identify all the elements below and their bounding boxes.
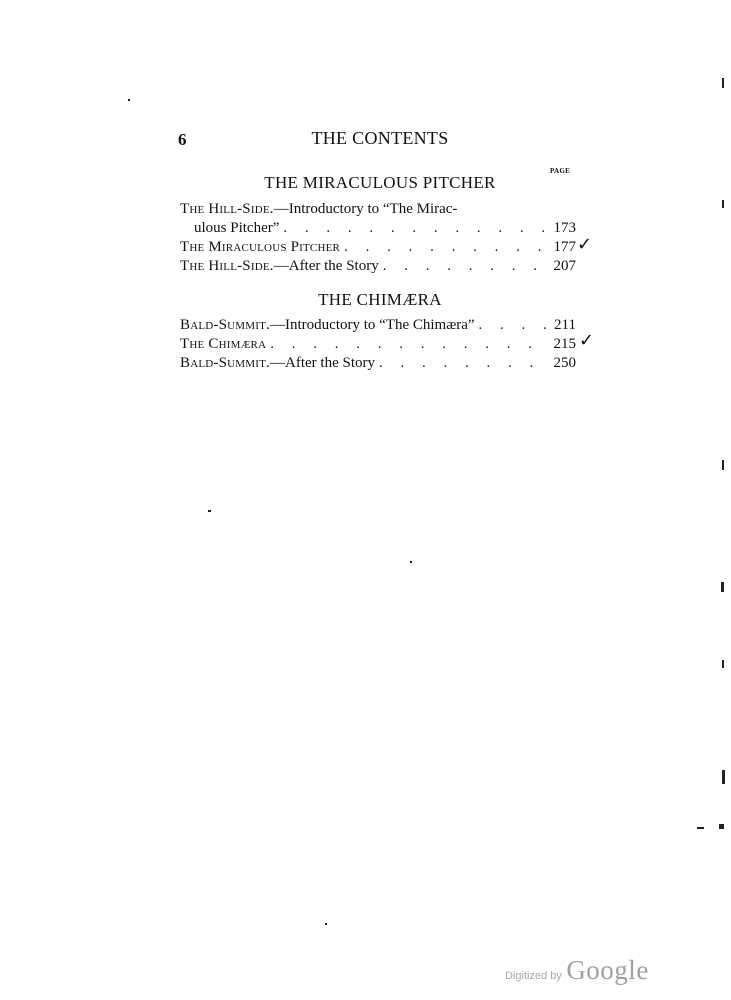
leader-dots <box>340 238 546 257</box>
toc-entry-smallcaps: The Hill-Side. <box>180 258 274 274</box>
section-title-chimaera: THE CHIMÆRA <box>318 290 442 309</box>
leader-dots <box>279 219 546 238</box>
leader-dots <box>375 354 546 373</box>
scan-speck <box>697 827 704 829</box>
scan-speck <box>722 770 725 784</box>
digitized-by-credit <box>505 955 649 986</box>
google-logo: Google <box>566 955 649 985</box>
toc-entry-page: 177 <box>553 239 576 255</box>
section-title-miraculous-pitcher: THE MIRACULOUS PITCHER <box>264 173 496 192</box>
toc-entry-smallcaps: The Hill-Side. <box>180 201 274 217</box>
scan-speck <box>722 460 724 470</box>
scan-speck <box>721 582 724 592</box>
toc-entry-page: 215 <box>553 336 576 352</box>
page-number: 6 <box>178 130 187 149</box>
toc-entry <box>180 316 576 335</box>
toc-entry-page: 173 <box>553 220 576 236</box>
scan-speck <box>325 923 327 925</box>
toc-entry-smallcaps: Bald-Summit. <box>180 355 270 371</box>
toc-entry <box>180 238 576 257</box>
toc-entry-page: 207 <box>553 258 576 274</box>
toc-entry <box>180 257 576 276</box>
check-mark-icon: ✓ <box>577 234 593 255</box>
toc-entry <box>180 354 576 373</box>
toc-entry <box>180 200 576 238</box>
scan-speck <box>722 660 724 668</box>
toc-entry-text: —After the Story <box>273 258 379 274</box>
toc-entry-smallcaps: The Miraculous Pitcher <box>180 239 341 255</box>
leader-dots <box>379 257 546 276</box>
page-column-label: PAGE <box>550 167 571 175</box>
toc-entry-text: —After the Story <box>270 355 375 371</box>
toc-entry-text: —Introductory to “The Chimæra” <box>270 317 475 333</box>
scan-speck <box>410 561 412 563</box>
toc-entry-page: 211 <box>554 317 576 333</box>
toc-entry-page: 250 <box>553 355 576 371</box>
leader-dots <box>266 335 546 354</box>
check-mark-icon: ✓ <box>579 330 595 351</box>
running-head: THE CONTENTS <box>311 128 449 148</box>
scan-speck <box>719 824 724 829</box>
scan-speck <box>722 78 724 88</box>
toc-entry-text: —Introductory to “The Mirac- <box>273 201 458 217</box>
scan-speck <box>128 99 130 101</box>
toc-entry <box>180 335 576 354</box>
leader-dots <box>475 316 546 335</box>
toc-entry-text-continued: ulous Pitcher” <box>194 220 280 236</box>
scan-speck <box>722 200 724 208</box>
toc-entry-smallcaps: Bald-Summit. <box>180 317 270 333</box>
scan-speck <box>208 510 211 512</box>
toc-entry-smallcaps: The Chimæra <box>180 336 267 352</box>
digitized-by-label: Digitized by <box>505 970 562 982</box>
